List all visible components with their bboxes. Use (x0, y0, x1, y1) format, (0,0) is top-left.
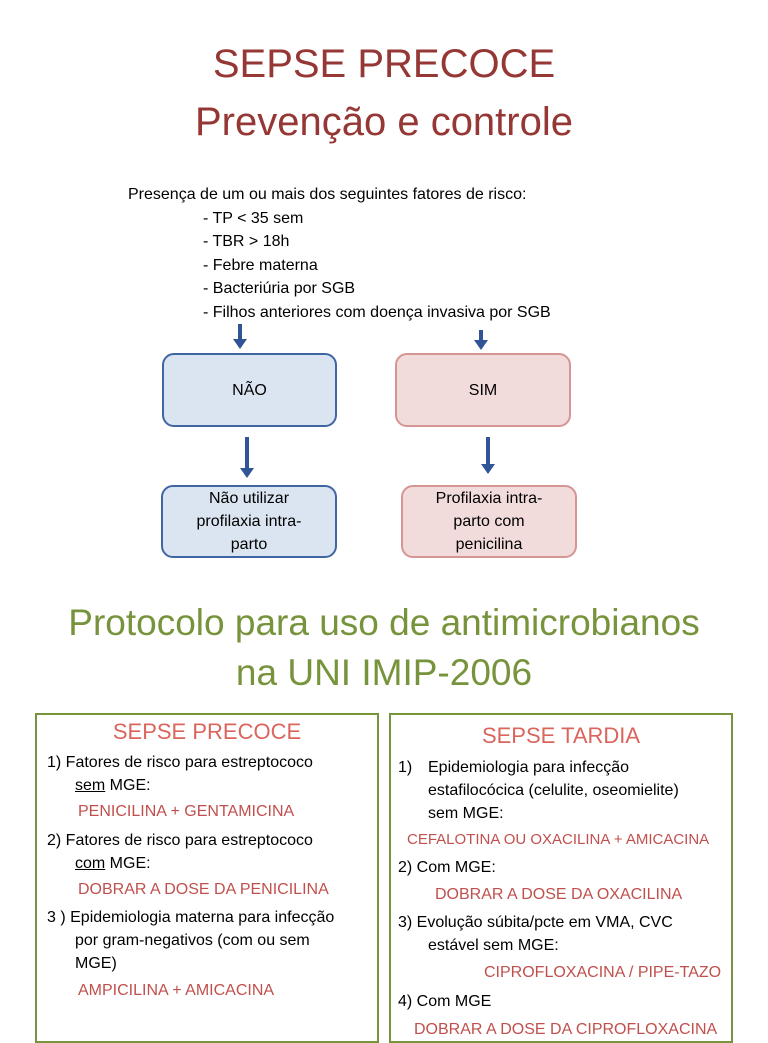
late-sepsis-title: SEPSE TARDIA (481, 723, 641, 748)
late-item-3-line1: 3) Evolução súbita/pcte em VMA, CVC (398, 914, 673, 931)
late-item-2: 2) Com MGE: (398, 859, 496, 876)
early-item-1-line1: 1) Fatores de risco para estreptococo (47, 754, 313, 771)
late-item-4: 4) Com MGE (398, 993, 492, 1010)
early-item-2-tail: MGE: (105, 855, 151, 872)
risk-factors-heading: Presença de um ou mais dos seguintes fatores de risco: (128, 186, 527, 203)
late-item-1-number: 1) (398, 759, 413, 776)
early-item-2-line2 (47, 852, 377, 875)
late-sepsis-panel (389, 713, 733, 1043)
decision-yes-box (395, 353, 571, 427)
early-sepsis-title: SEPSE PRECOCE (112, 719, 302, 744)
early-item-1-drug: PENICILINA + GENTAMICINA (78, 803, 295, 820)
late-item-3-line2: estável sem MGE: (428, 937, 559, 954)
result-yes-box (401, 485, 577, 558)
early-item-3-line2: por gram-negativos (com ou sem (75, 932, 310, 949)
early-item-3-line1: 3 ) Epidemiologia materna para infecção (47, 909, 335, 926)
protocol-subtitle: na UNI IMIP-2006 (235, 652, 533, 693)
early-item-2-emphasis: com (75, 855, 106, 872)
risk-factor-item: - Bacteriúria por SGB (203, 280, 356, 298)
result-no-box (161, 485, 337, 558)
late-item-1-line2: estafilocócica (celulite, oseomielite) (428, 782, 679, 799)
early-item-2-line1: 2) Fatores de risco para estreptococo (47, 832, 313, 849)
late-item-3-drug: CIPROFLOXACINA / PIPE-TAZO (484, 964, 722, 981)
page-title: SEPSE PRECOCE (212, 42, 556, 86)
risk-factor-item: - Febre materna (203, 256, 318, 274)
page-subtitle: Prevenção e controle (194, 100, 573, 144)
late-item-4-drug: DOBRAR A DOSE DA CIPROFLOXACINA (414, 1021, 718, 1038)
decision-no-box (162, 353, 337, 427)
early-item-3-drug: AMPICILINA + AMICACINA (78, 982, 275, 999)
result-no-text: Não utilizar profilaxia intra-parto (196, 490, 302, 553)
arrow-no-result (245, 437, 249, 469)
result-yes-text: Profilaxia intra-parto com penicilina (435, 490, 543, 553)
early-item-3-line3: MGE) (75, 955, 117, 972)
late-item-1-line1 (398, 756, 731, 779)
late-item-1-line3: sem MGE: (428, 805, 504, 822)
arrow-head-yes-result (481, 464, 495, 474)
late-item-2-drug: DOBRAR A DOSE DA OXACILINA (435, 886, 683, 903)
risk-factor-item: - TBR > 18h (203, 233, 290, 251)
early-item-2-drug: DOBRAR A DOSE DA PENICILINA (78, 881, 329, 898)
arrow-head-no-result (240, 468, 254, 478)
early-item-1-emphasis: sem (75, 777, 106, 794)
risk-factors-list (203, 207, 551, 324)
decision-yes-label: SIM (468, 381, 498, 399)
protocol-title: Protocolo para uso de antimicrobianos (68, 602, 700, 643)
early-sepsis-panel (35, 713, 379, 1043)
late-item-1-text: Epidemiologia para infecção (428, 759, 630, 776)
late-item-1-drug: CEFALOTINA OU OXACILINA + AMICACINA (407, 831, 710, 848)
risk-factor-item: - TP < 35 sem (203, 210, 304, 227)
early-item-1-tail: MGE: (105, 777, 151, 794)
early-item-1-line2 (47, 774, 377, 797)
arrow-to-no (238, 324, 242, 340)
risk-factor-item: - Filhos anteriores com doença invasiva por SGB (203, 303, 551, 321)
arrow-yes-result (486, 437, 490, 465)
arrow-head-to-no (233, 339, 247, 349)
arrow-head-to-yes (474, 340, 488, 350)
decision-no-label: NÃO (232, 381, 267, 399)
